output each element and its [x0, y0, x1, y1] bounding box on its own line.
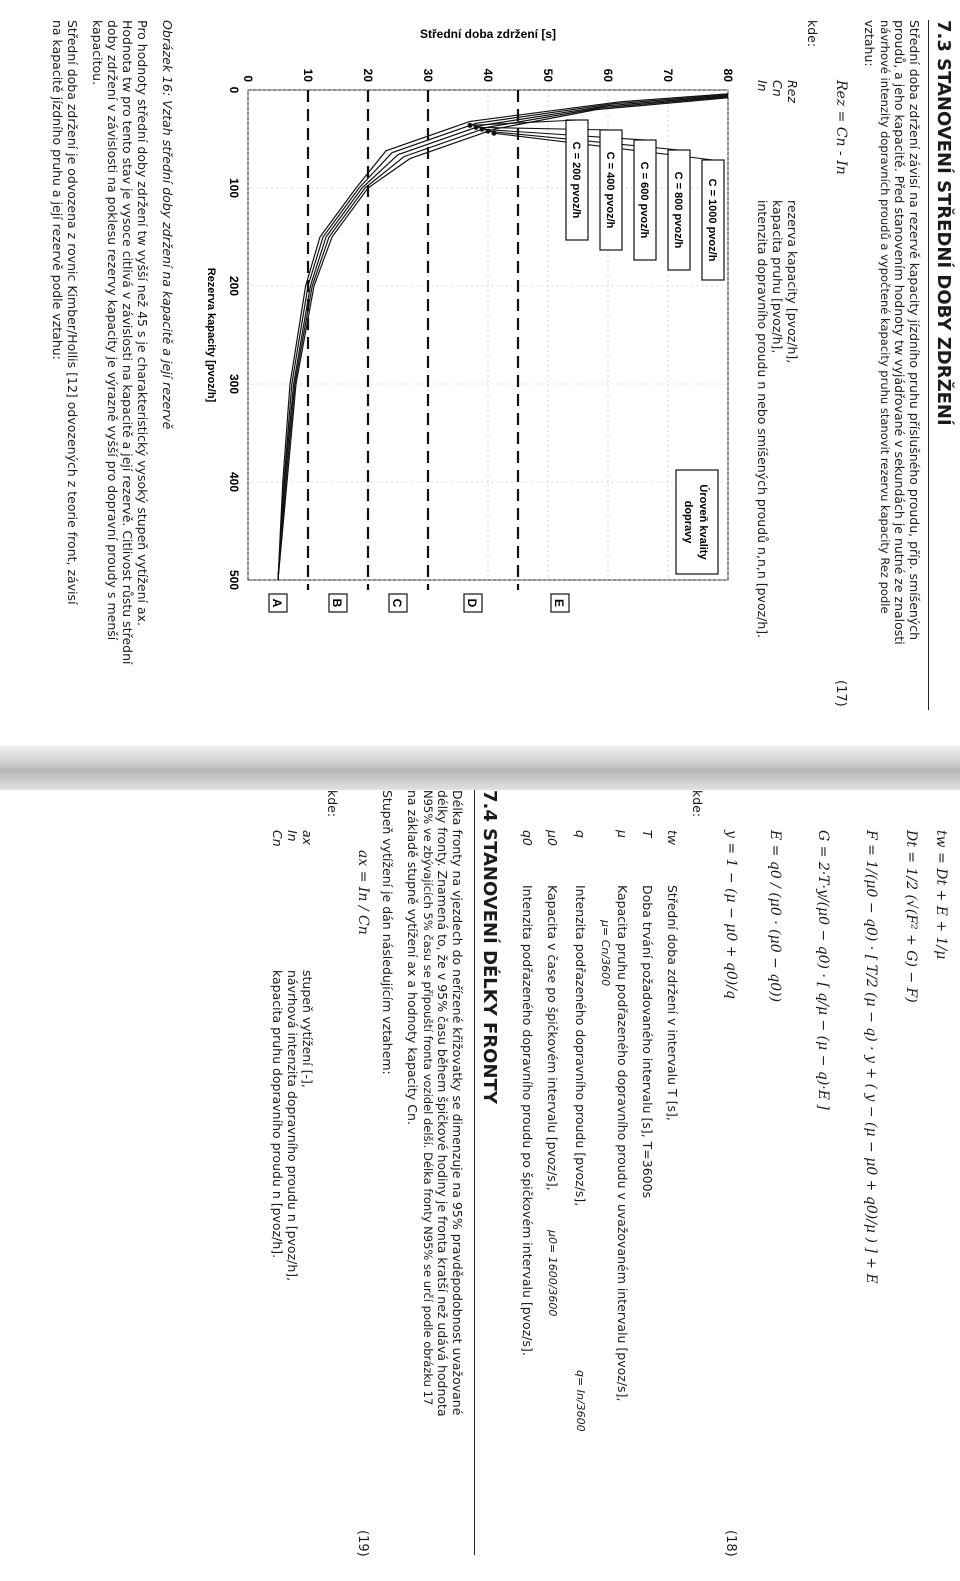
def-symbol: ax [300, 830, 315, 846]
quality-level-label: C [390, 598, 404, 608]
quality-level-label: B [330, 598, 344, 608]
def-description: návrhová intenzita dopravního proudu n [pvoz/h], [285, 970, 300, 1282]
paragraph-line: Střední doba zdržení je odvozena z rovnic Kimber/Hollis [12] odvozených z teorie front, závisí [65, 20, 80, 605]
y-tick-label: 50 [541, 68, 555, 82]
series-label: C = 1000 pvoz/h [706, 178, 718, 262]
section-rule [474, 790, 475, 1555]
def-description: Intenzita podřazeného dopravního proudu po špičkovém intervalu [pvoz/s]. [520, 885, 535, 1356]
x-tick-label: 300 [227, 373, 241, 395]
series-label: C = 200 pvoz/h [570, 141, 582, 219]
y-tick-label: 60 [601, 68, 615, 82]
def-symbol: μ0 [545, 830, 560, 846]
figure-caption: Obrázek 16: Vztah střední doby zdržení na kapacitě a její rezervě [160, 20, 175, 430]
left-page [0, 0, 960, 745]
def-description: Střední doba zdržení v intervalu T [s], [665, 885, 680, 1121]
quality-legend-label: Úroveň kvality [697, 484, 709, 560]
right-page [0, 790, 960, 1580]
quality-level-label: A [270, 598, 284, 608]
def-description: kapacita pruhu dopravního proudu n [pvoz/h]. [270, 970, 285, 1259]
series-label: C = 600 pvoz/h [638, 161, 650, 239]
equation-dt: Dt = 1/2 (√(F² + G) − F) [903, 830, 919, 1003]
delay-chart [188, 20, 748, 720]
quality-level-label: D [465, 598, 479, 608]
def-description: Kapacita v čase po špičkovém intervalu [pvoz/s], [545, 885, 560, 1191]
equation-19: ax = In / Cn [355, 850, 371, 935]
mu0-formula: μ0= 1600/3600 [546, 1230, 559, 1317]
equation-e: E = q0 / (μ0 · (μ0 − q0)) [767, 830, 783, 1003]
x-tick-label: 200 [227, 275, 241, 297]
def-symbol: In [285, 830, 300, 842]
var-description: rezerva kapacity [pvoz/h], [785, 200, 800, 364]
equation-tw: tw = Dt + E + 1/μ [933, 830, 949, 960]
section-title-7-3: 7.3 STANOVENÍ STŘEDNÍ DOBY ZDRŽENÍ [933, 20, 954, 426]
series-label: C = 800 pvoz/h [672, 171, 684, 249]
equation-17: Rez = Cn - In [833, 80, 849, 175]
var-symbol: Cn [770, 80, 785, 97]
kde-label: kde: [690, 790, 705, 818]
quality-legend-label: dopravy [682, 500, 694, 544]
x-tick-label: 500 [227, 569, 241, 591]
y-tick-label: 40 [481, 68, 495, 82]
y-axis-label: Střední doba zdržení [s] [419, 27, 557, 41]
paragraph-line: N95% ve zbývajících 5% času se připouští fronta vozidel delší. Délka fronty N95% se určí podle obrázku 17 [421, 790, 435, 1406]
var-symbol: In [755, 80, 770, 92]
series-label: C = 400 pvoz/h [604, 151, 616, 229]
equation-number-18: (18) [723, 1530, 738, 1557]
equation-number-19: (19) [355, 1530, 370, 1557]
paragraph-line: na základě stupně vytížení ax a hodnoty kapacity Cn. [405, 790, 420, 1125]
y-tick-label: 0 [241, 75, 255, 82]
equation-f: F = 1/(μ0 − q0) · [ T/2 (μ − q) · y + ( y − (μ − μ0 + q0)/μ ) ] + E [863, 830, 879, 1284]
def-description: Intenzita podřazeného dopravního proudu [pvoz/s], [573, 885, 588, 1207]
var-symbol: Rez [785, 80, 800, 103]
paragraph-line: délky fronty. Znamená to, že v 95% času během špičkové hodiny je fronta kratší než udává hodnota [435, 790, 450, 1417]
paragraph-line: Hodnota tw pro tento stav je vysoce citlivá v závislosti na kapacitě a její rezervě. Citlivost růstu střední [120, 20, 135, 665]
intro-line: proudů, a jeho kapacitě. Před stanovením hodnoty tw vyjádřované v sekundách je nutné ze znalosti [892, 20, 907, 645]
paragraph-line: na kapacitě jízdního pruhu a její rezervě podle vztahu: [50, 20, 65, 360]
kde-label: kde: [805, 20, 820, 48]
y-tick-label: 80 [721, 68, 735, 82]
y-tick-label: 10 [301, 68, 315, 82]
var-description: kapacita pruhu [pvoz/h], [770, 200, 785, 354]
paragraph-line: doby zdržení v závislosti na poklesu rezervy kapacity je výrazně vyšší pro dopravní proudy s menší [105, 20, 120, 641]
x-axis-label: Rezerva kapacity [pvoz/h] [205, 267, 217, 403]
y-tick-label: 30 [421, 68, 435, 82]
intro-line: vztahu: [862, 20, 877, 67]
paragraph-line: Délka fronty na vjezdech do neřízené křižovatky se dimenzuje na 95% pravděpodobnost uvažované [450, 790, 465, 1416]
paragraph-line: Stupeň vytížení je dán následujícím vztahem: [380, 790, 395, 1075]
def-description: Doba trvání požadovaného intervalu [s], T=3600s [640, 885, 655, 1199]
mu-formula: μ= Cn/3600 [599, 920, 612, 987]
var-description: intenzita dopravního proudu n nebo smíšených proudů n,n,n [pvoz/h]. [755, 200, 770, 639]
intro-line: Střední doba zdržení závisí na rezervě kapacity jízdního pruhu příslušného proudu, příp. smíšených [907, 20, 922, 641]
equation-y: y = 1 − (μ − μ0 + q0)/q [723, 830, 739, 999]
q-formula: q= In/3600 [574, 1370, 587, 1432]
equation-g: G = 2·T·y/(μ0 − q0) · [ q/μ − (μ − q)·E ] [815, 830, 831, 1110]
kde-label: kde: [325, 790, 340, 818]
section-rule [928, 20, 929, 710]
def-symbol: T [640, 830, 655, 838]
section-title-7-4: 7.4 STANOVENÍ DÉLKY FRONTY [479, 790, 500, 1104]
def-symbol: tw [665, 830, 680, 846]
x-tick-label: 100 [227, 177, 241, 199]
paragraph-line: Pro hodnoty střední doby zdržení tw vyšší než 45 s je charakteristický vysoký stupeň vytížení ax. [135, 20, 150, 626]
def-description: Kapacita pruhu podřazeného dopravního proudu v uvažovaném intervalu [pvoz/s], [615, 885, 630, 1402]
def-symbol: q0 [520, 830, 535, 846]
book-gutter [0, 745, 960, 790]
paragraph-line: kapacitou. [90, 20, 105, 86]
y-tick-label: 20 [361, 68, 375, 82]
x-tick-label: 400 [227, 471, 241, 493]
def-symbol: μ [615, 830, 630, 838]
y-tick-label: 70 [661, 68, 675, 82]
def-symbol: q [573, 830, 588, 838]
equation-number-17: (17) [833, 680, 848, 707]
x-tick-label: 0 [227, 86, 241, 94]
def-description: stupeň vytížení [-], [300, 970, 315, 1088]
series-arrow-head [468, 123, 473, 128]
def-symbol: Cn [270, 830, 285, 847]
quality-level-label: E [552, 598, 566, 608]
intro-line: návrhové intenzity dopravních proudů a vypočtené kapacity pruhu stanovit rezervu kapacity Rez podle [878, 20, 892, 614]
